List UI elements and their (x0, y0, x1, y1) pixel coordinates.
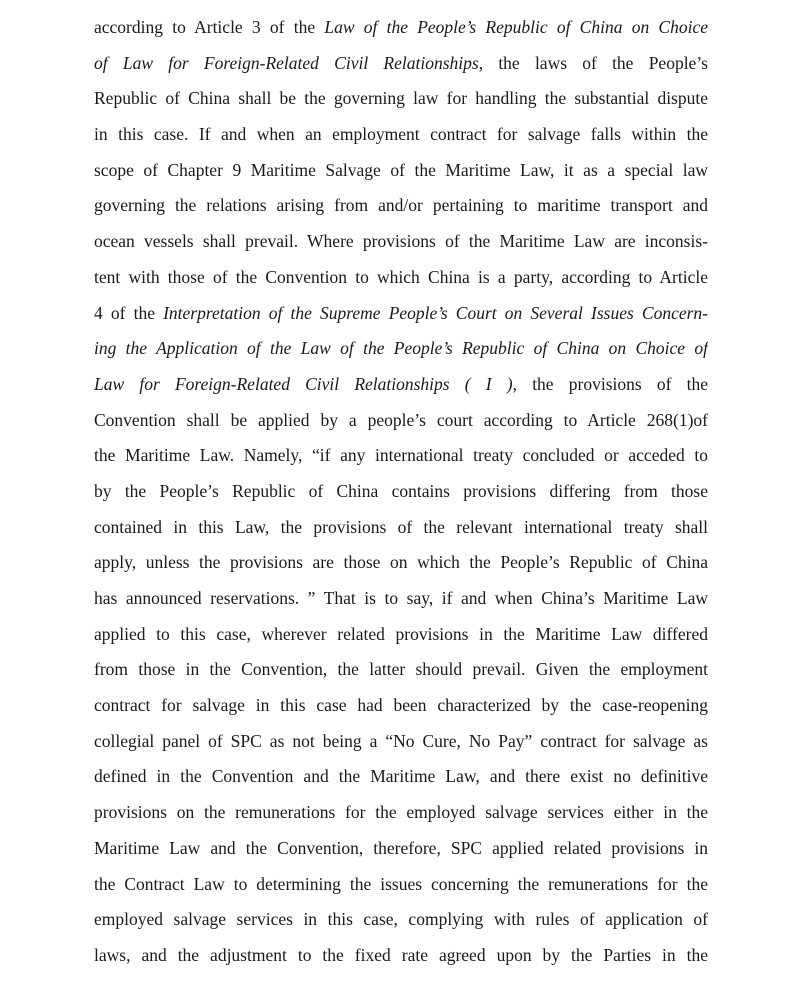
text-segment: provisions on the remunerations for the employed salvage services either in the (94, 802, 708, 823)
text-line (94, 545, 708, 581)
text-line (94, 652, 708, 688)
text-line (94, 902, 708, 938)
text-segment: in this case. If and when an employment contract for salvage falls within the (94, 124, 708, 145)
text-segment: the Contract Law to determining the issues concerning the remunerations for the (94, 873, 708, 894)
text-segment: defined in the Convention and the Maritime Law, and there exist no definitive (94, 766, 708, 787)
text-line (94, 795, 708, 831)
text-line (94, 10, 708, 46)
text-segment: employed salvage services in this case, complying with rules of application of (94, 909, 708, 930)
text-line (94, 260, 708, 296)
text-segment: the Maritime Law. Namely, “if any international treaty concluded or acceded to (94, 445, 708, 466)
text-segment: scope of Chapter 9 Maritime Salvage of the Maritime Law, it as a special law (94, 159, 708, 180)
text-segment: apply, unless the provisions are those on which the People’s Republic of China (94, 552, 708, 573)
text-segment: collegial panel of SPC as not being a “No Cure, No Pay” contract for salvage as (94, 730, 708, 751)
italic-text-segment: Interpretation of the Supreme People’s Court on Several Issues Concern- (163, 302, 708, 323)
text-line (94, 367, 708, 403)
text-line (94, 188, 708, 224)
text-segment: has announced reservations. ” That is to say, if and when China’s Maritime Law (94, 588, 708, 608)
text-line (94, 331, 708, 367)
italic-text-segment: Law for Foreign-Related Civil Relationships ( I ) (94, 373, 513, 394)
text-segment: 4 of the (94, 302, 164, 323)
text-line (94, 724, 708, 760)
text-line (94, 403, 708, 439)
italic-text-segment: ing the Application of the Law of the People’s Republic of China on Choice of (94, 338, 708, 359)
text-line (94, 117, 708, 153)
text-line (94, 438, 708, 474)
text-segment: according to Article 3 of the (94, 17, 325, 37)
text-line (94, 688, 708, 724)
text-segment: contained in this Law, the provisions of the relevant international treaty shall (94, 516, 708, 537)
text-line (94, 46, 708, 82)
text-line (94, 153, 708, 189)
text-line (94, 474, 708, 510)
text-line (94, 224, 708, 260)
text-segment: governing the relations arising from and/or pertaining to maritime transport and (94, 195, 708, 216)
text-segment: Maritime Law and the Convention, therefore, SPC applied related provisions in (94, 837, 708, 858)
text-segment: tent with those of the Convention to which China is a party, according to Article (94, 266, 708, 287)
text-segment: , the laws of the People’s (478, 52, 708, 73)
text-line (94, 617, 708, 653)
text-line (94, 759, 708, 795)
text-segment: Republic of China shall be the governing law for handling the substantial dispute (94, 88, 708, 109)
text-segment: , the provisions of the (512, 373, 708, 394)
text-line (94, 510, 708, 546)
text-segment: ocean vessels shall prevail. Where provisions of the Maritime Law are inconsis- (94, 231, 708, 252)
text-segment: applied to this case, wherever related provisions in the Maritime Law differed (94, 623, 708, 644)
body-paragraph (94, 10, 708, 974)
text-segment: Convention shall be applied by a people’s court according to Article 268(1)of (94, 409, 708, 430)
text-segment: by the People’s Republic of China contains provisions differing from those (94, 480, 708, 501)
italic-text-segment: of Law for Foreign-Related Civil Relationships (94, 52, 479, 73)
text-line (94, 81, 708, 117)
text-segment: laws, and the adjustment to the fixed rate agreed upon by the Parties in the (94, 944, 708, 965)
text-line (94, 831, 708, 867)
text-line (94, 581, 708, 617)
italic-text-segment: Law of the People’s Republic of China on Choice (324, 17, 708, 37)
text-segment: contract for salvage in this case had been characterized by the case-reopening (94, 695, 708, 716)
text-line (94, 296, 708, 332)
text-segment: from those in the Convention, the latter should prevail. Given the employment (94, 659, 708, 680)
text-line (94, 867, 708, 903)
text-line (94, 938, 708, 974)
